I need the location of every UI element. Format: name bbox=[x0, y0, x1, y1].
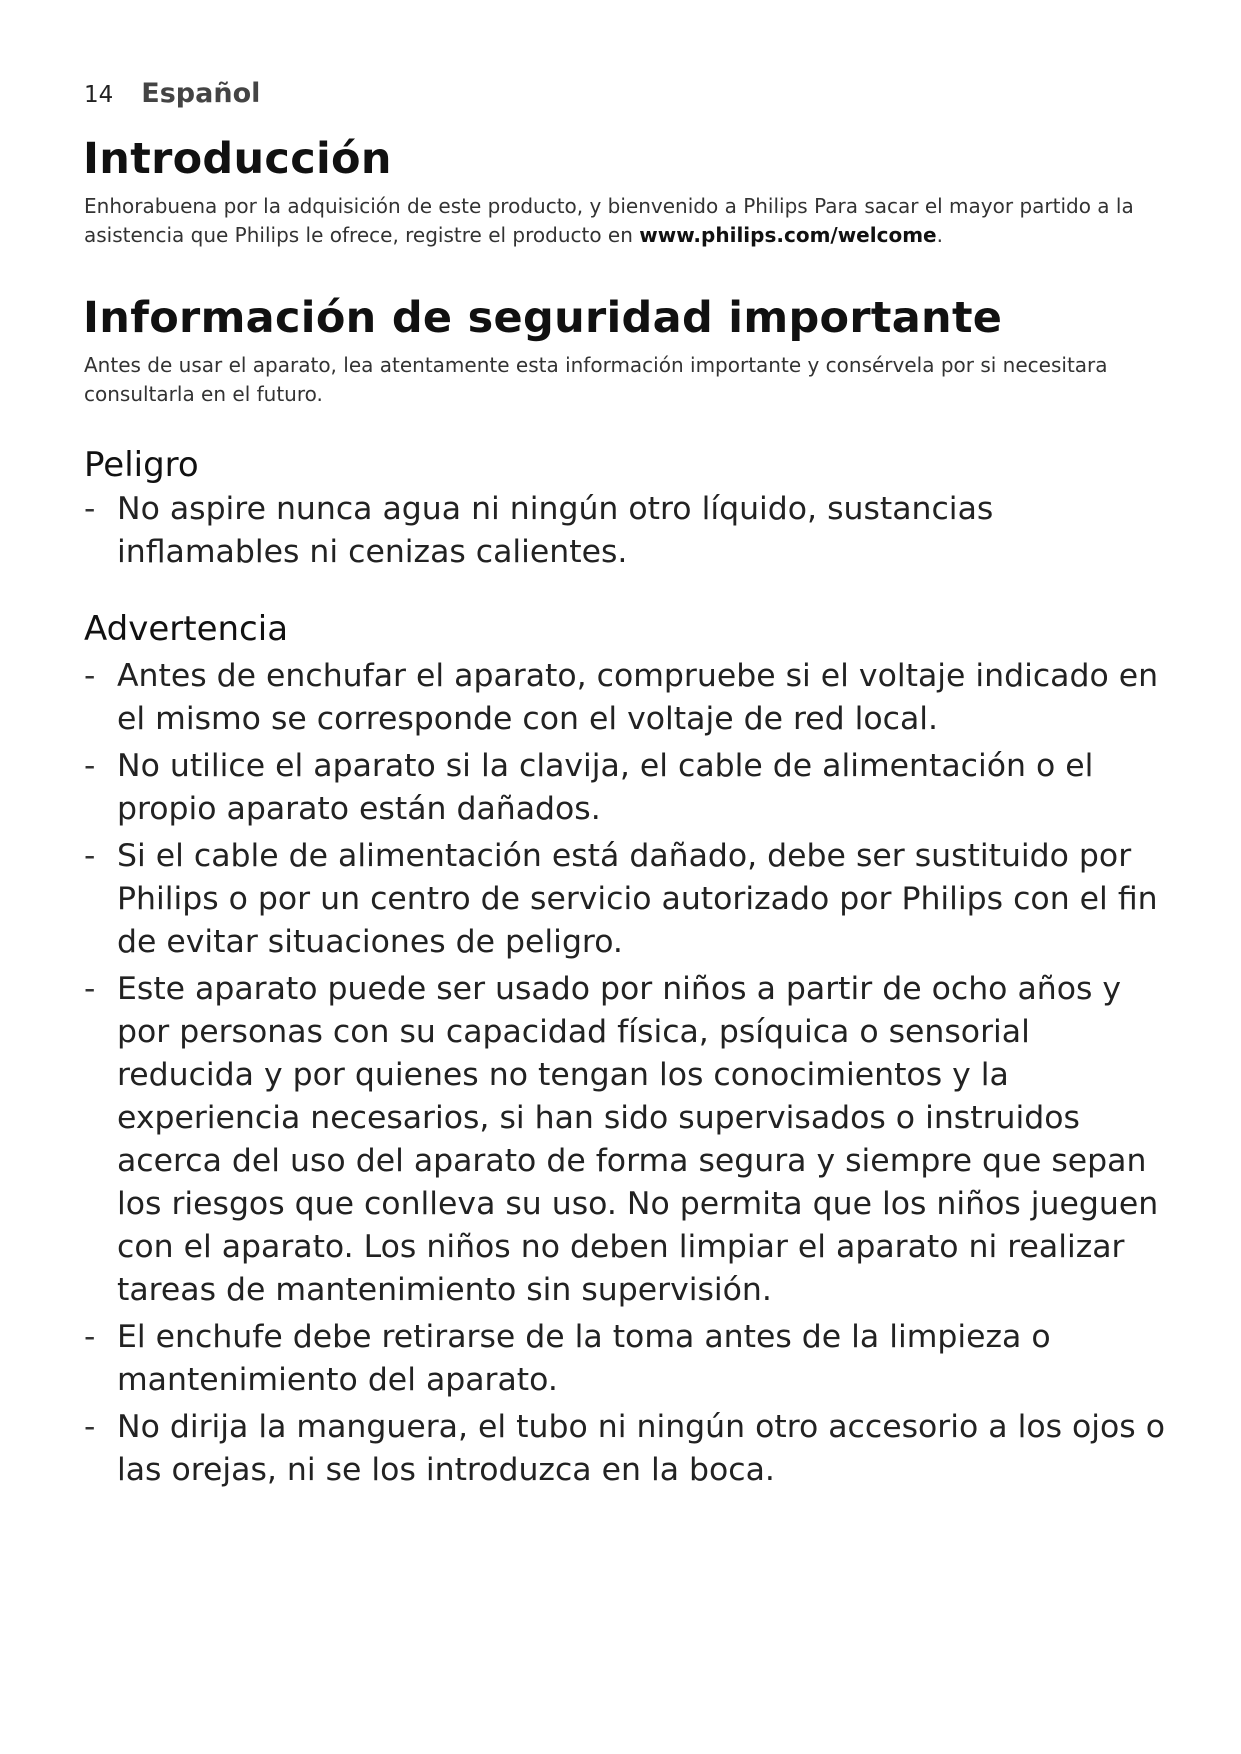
list-item bbox=[84, 1316, 1174, 1402]
language-label: Español bbox=[141, 78, 261, 109]
dash-marker: - bbox=[84, 1319, 96, 1355]
intro-title: Introducción bbox=[83, 134, 392, 184]
dash-marker: - bbox=[84, 491, 96, 527]
list-item bbox=[84, 745, 1174, 831]
dash-marker: - bbox=[84, 1409, 96, 1445]
list-item-text: No dirija la manguera, el tubo ni ningún otro accesorio a los ojos o las orejas, ni se los introduzca en la boca. bbox=[117, 1409, 1166, 1488]
warning-title: Advertencia bbox=[84, 609, 289, 649]
list-item-text: No aspire nunca agua ni ningún otro líquido, sustancias inflamables ni cenizas calientes. bbox=[117, 491, 994, 570]
page-header bbox=[84, 78, 260, 109]
list-item-text: Este aparato puede ser usado por niños a partir de ocho años y por personas con su capacidad física, psíquica o sensorial reducida y por quienes no tengan los conocimientos y la experiencia necesarios, si han sido supervisados o instruidos acerca del uso del aparato de forma segura y siempre que sepan los riesgos que conlleva su uso. No permita que los niños jueguen con el aparato. Los niños no deben limpiar el aparato ni realizar tareas de mantenimiento sin supervisión. bbox=[117, 971, 1159, 1308]
dash-marker: - bbox=[84, 658, 96, 694]
welcome-link[interactable]: www.philips.com/welcome bbox=[639, 223, 937, 247]
list-item-text: Antes de enchufar el aparato, compruebe si el voltaje indicado en el mismo se corresponde con el voltaje de red local. bbox=[117, 658, 1159, 737]
danger-list bbox=[84, 488, 1174, 574]
list-item bbox=[84, 488, 1174, 574]
list-item bbox=[84, 1406, 1174, 1492]
intro-text-body: Enhorabuena por la adquisición de este producto, y bienvenido a Philips Para sacar el mayor partido a la asistencia que Philips le ofrece, registre el producto en bbox=[84, 194, 1134, 247]
dash-marker: - bbox=[84, 748, 96, 784]
dash-marker: - bbox=[84, 838, 96, 874]
warning-list bbox=[84, 655, 1174, 1492]
list-item bbox=[84, 968, 1174, 1312]
list-item bbox=[84, 835, 1174, 964]
list-item-text: Si el cable de alimentación está dañado, debe ser sustituido por Philips o por un centro de servicio autorizado por Philips con el fin de evitar situaciones de peligro. bbox=[117, 838, 1158, 960]
dash-marker: - bbox=[84, 971, 96, 1007]
list-item bbox=[84, 655, 1174, 741]
danger-title: Peligro bbox=[84, 445, 199, 485]
intro-text bbox=[84, 192, 1164, 250]
list-item-text: No utilice el aparato si la clavija, el cable de alimentación o el propio aparato están dañados. bbox=[117, 748, 1094, 827]
safety-title: Información de seguridad importante bbox=[83, 293, 1003, 343]
list-item-text: El enchufe debe retirarse de la toma antes de la limpieza o mantenimiento del aparato. bbox=[117, 1319, 1051, 1398]
safety-text: Antes de usar el aparato, lea atentamente esta información importante y consérvela por si necesitara consultarla en el futuro. bbox=[84, 353, 1108, 406]
page-number: 14 bbox=[84, 82, 114, 108]
intro-text-end: . bbox=[936, 223, 943, 247]
